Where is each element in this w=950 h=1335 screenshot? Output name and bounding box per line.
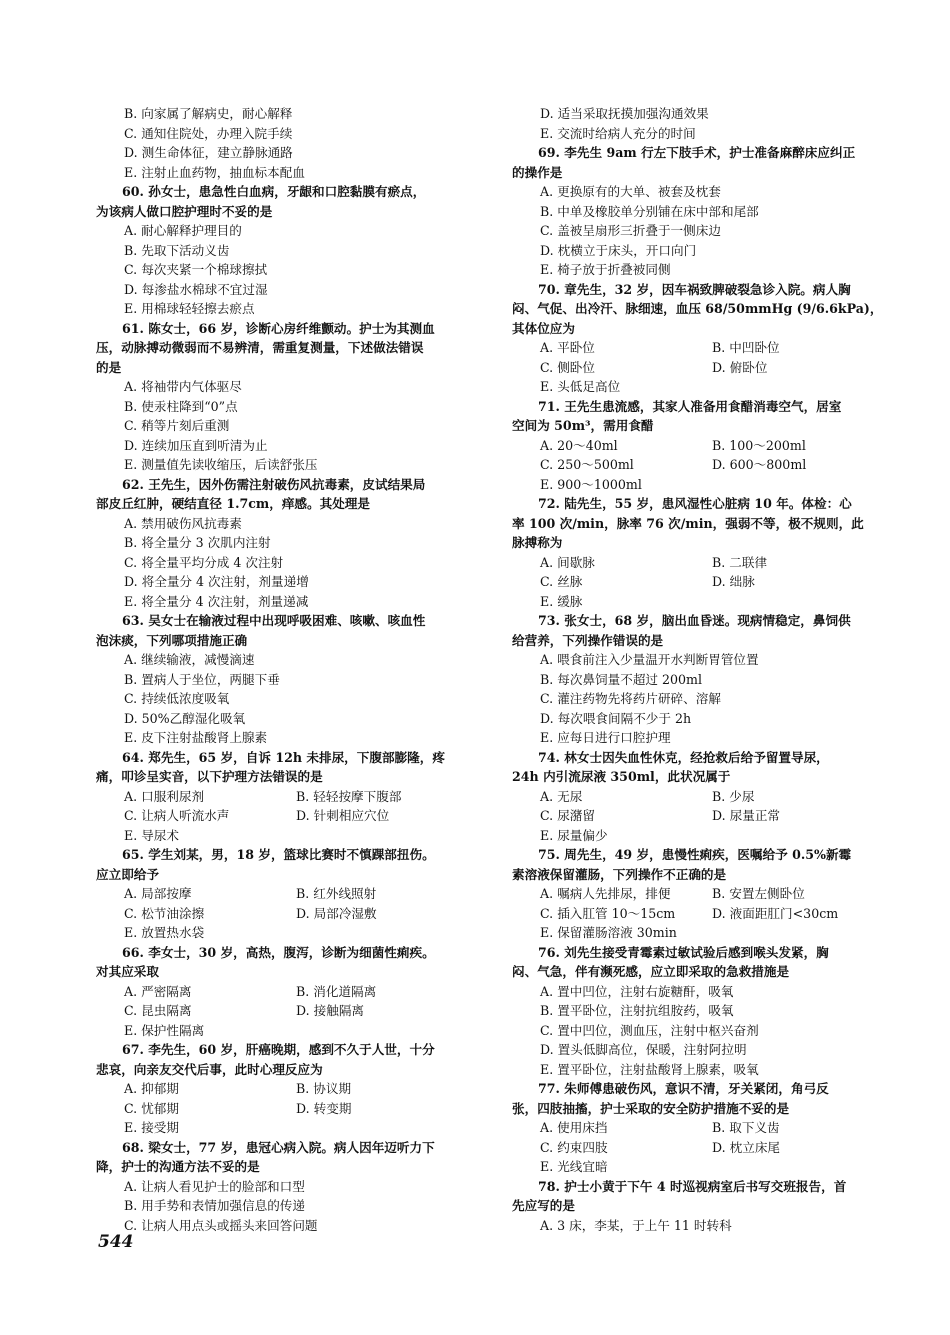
option-text: A. 严密隔离 xyxy=(124,983,192,999)
option-text: E. 尿量偏少 xyxy=(540,827,608,843)
option-text: D. 接触隔离 xyxy=(296,1003,365,1018)
question-stem: 65. 学生刘某，男，18 岁，篮球比赛时不慎踝部扭伤。 xyxy=(122,847,435,862)
question-stem-continued: 率 100 次/min，脉率 76 次/min，强弱不等，极不规则，此 xyxy=(512,515,864,531)
question-stem: 61. 陈女士，66 岁，诊断心房纤维颤动。护士为其测血 xyxy=(122,320,435,336)
page-number: 544 xyxy=(98,1232,134,1252)
option-pair xyxy=(96,884,481,904)
question-stem: 69. 李先生 9am 行左下肢手术，护士准备麻醉床应纠正 xyxy=(538,145,856,160)
question-stem-continued: 脉搏称为 xyxy=(512,535,563,550)
option-text: E. 测量值先读收缩压，后读舒张压 xyxy=(124,457,318,472)
option-text: E. 应每日进行口腔护理 xyxy=(540,730,671,745)
option-pair xyxy=(512,904,900,924)
option-text: A. 嘱病人先排尿，排便 xyxy=(540,886,671,901)
question-stem: 74. 林女士因失血性休克，经抢救后给予留置导尿， xyxy=(538,749,829,765)
option-text: B. 置病人于坐位，两腿下垂 xyxy=(124,671,280,687)
option-text: C. 每次夹紧一个棉球擦拭 xyxy=(124,262,268,277)
question-stem-continued: 悲哀，向亲友交代后事，此时心理反应为 xyxy=(96,1061,323,1077)
option-pair xyxy=(96,1079,481,1099)
option-text: D. 绌脉 xyxy=(712,574,755,589)
option-text: C. 让病人用点头或摇头来回答问题 xyxy=(124,1217,318,1233)
option-text: B. 100～200ml xyxy=(712,437,806,453)
question-stem: 73. 张女士，68 岁，脑出血昏迷。现病情稳定，鼻饲供 xyxy=(538,613,851,628)
question-stem: 71. 王先生患流感，其家人准备用食醋消毒空气，居室 xyxy=(538,398,842,414)
option-text: A. 无尿 xyxy=(540,788,583,804)
option-text: D. 测生命体征，建立静脉通路 xyxy=(124,145,293,160)
option-pair xyxy=(512,884,900,904)
option-pair xyxy=(96,1001,481,1021)
question-stem-continued: 痛，叩诊呈实音，以下护理方法错误的是 xyxy=(96,769,323,784)
question-stem: 67. 李先生，60 岁，肝癌晚期，感到不久于人世，十分 xyxy=(122,1042,435,1057)
question-stem: 63. 吴女士在输液过程中出现呼吸困难、咳嗽、咳血性 xyxy=(122,613,426,628)
option-text: E. 缓脉 xyxy=(540,593,583,609)
option-text: B. 用手势和表情加强信息的传递 xyxy=(124,1198,305,1213)
option-text: C. 约束四肢 xyxy=(540,1139,608,1155)
option-text: B. 取下义齿 xyxy=(712,1120,780,1135)
question-stem-continued: 泡沫痰，下列哪项措施正确 xyxy=(96,632,248,648)
option-text: C. 将全量平均分成 4 次注射 xyxy=(124,554,284,570)
option-text: B. 二联律 xyxy=(712,554,768,570)
option-text: A. 20～40ml xyxy=(540,437,618,453)
option-text: C. 丝脉 xyxy=(540,574,583,589)
question-stem-continued: 闷、气急，伴有濒死感，应立即采取的急救措施是 xyxy=(512,964,790,979)
option-text: C. 灌注药物先将药片研碎、溶解 xyxy=(540,691,721,706)
option-text: D. 连续加压直到听清为止 xyxy=(124,437,268,453)
option-text: B. 中凹卧位 xyxy=(712,340,780,355)
option-pair xyxy=(96,806,481,826)
option-text: D. 俯卧位 xyxy=(712,359,768,375)
question-stem-continued: 素溶液保留灌肠，下列操作不正确的是 xyxy=(512,866,727,882)
option-text: C. 让病人听流水声 xyxy=(124,808,230,823)
option-text: E. 光线宜暗 xyxy=(540,1159,608,1174)
question-stem: 77. 朱师傅患破伤风，意识不清，牙关紧闭，角弓反 xyxy=(538,1081,829,1096)
option-text: B. 消化道隔离 xyxy=(296,983,377,999)
option-text: A. 让病人看见护士的脸部和口型 xyxy=(124,1178,305,1194)
option-text: E. 保护性隔离 xyxy=(124,1022,205,1038)
option-text: B. 轻轻按摩下腹部 xyxy=(296,788,402,804)
option-text: E. 用棉球轻轻擦去瘀点 xyxy=(124,301,255,316)
option-text: E. 置平卧位，注射盐酸肾上腺素，吸氧 xyxy=(540,1061,759,1077)
option-text: E. 皮下注射盐酸肾上腺素 xyxy=(124,730,268,745)
question-stem: 66. 李女士，30 岁，高热，腹泻，诊断为细菌性痢疾。 xyxy=(122,944,435,960)
option-text: E. 注射止血药物，抽血标本配血 xyxy=(124,164,305,180)
option-text: A. 更换原有的大单、被套及枕套 xyxy=(540,184,721,199)
question-stem-continued: 24h 内引流尿液 350ml，此状况属于 xyxy=(512,769,731,784)
option-text: C. 稍等片刻后重测 xyxy=(124,418,230,433)
option-text: C. 置中凹位，测血压，注射中枢兴奋剂 xyxy=(540,1022,759,1038)
option-text: E. 放置热水袋 xyxy=(124,925,205,940)
option-text: C. 忧郁期 xyxy=(124,1100,179,1116)
question-stem: 72. 陆先生，55 岁，患风湿性心脏病 10 年。体检：心 xyxy=(538,496,852,511)
question-stem: 60. 孙女士，患急性白血病，牙龈和口腔黏膜有瘀点， xyxy=(122,184,426,199)
option-text: B. 安置左侧卧位 xyxy=(712,886,805,901)
option-text: D. 置头低脚高位，保暖，注射阿拉明 xyxy=(540,1042,747,1057)
option-pair xyxy=(96,904,481,924)
option-text: B. 将全量分 3 次肌内注射 xyxy=(124,535,271,550)
option-text: A. 局部按摩 xyxy=(124,886,192,901)
option-text: D. 600～800ml xyxy=(712,457,807,472)
option-pair xyxy=(512,553,900,573)
option-text: C. 尿潴留 xyxy=(540,808,595,823)
option-pair xyxy=(512,572,900,592)
option-text: B. 置平卧位，注射抗组胺药，吸氧 xyxy=(540,1003,734,1018)
question-stem: 75. 周先生，49 岁，患慢性痢疾，医嘱给予 0.5%新霉 xyxy=(538,847,852,862)
option-pair xyxy=(96,982,481,1002)
option-text: A. 间歇脉 xyxy=(540,554,595,570)
question-stem: 70. 章先生，32 岁，因车祸致脾破裂急诊入院。病人胸 xyxy=(538,281,851,297)
option-text: B. 每次鼻饲量不超过 200ml xyxy=(540,671,703,687)
option-text: C. 250～500ml xyxy=(540,457,634,472)
option-text: A. 置中凹位，注射右旋糖酐，吸氧 xyxy=(540,983,734,999)
left-column xyxy=(96,104,481,1235)
question-stem-continued: 应立即给予 xyxy=(96,866,159,882)
option-text: A. 继续输液，减慢滴速 xyxy=(124,652,255,667)
option-pair xyxy=(512,806,900,826)
option-text: B. 向家属了解病史，耐心解释 xyxy=(124,106,293,121)
option-text: D. 将全量分 4 次注射，剂量递增 xyxy=(124,574,309,589)
option-text: E. 交流时给病人充分的时间 xyxy=(540,125,696,141)
option-pair xyxy=(512,787,900,807)
question-stem-continued: 的操作是 xyxy=(512,164,563,180)
option-text: D. 每次喂食间隔不少于 2h xyxy=(540,710,692,726)
option-text: D. 针刺相应穴位 xyxy=(296,808,390,823)
question-stem-continued: 给营养，下列操作错误的是 xyxy=(512,632,664,648)
option-text: A. 禁用破伤风抗毒素 xyxy=(124,515,242,531)
option-text: B. 红外线照射 xyxy=(296,886,377,901)
option-text: D. 尿量正常 xyxy=(712,808,781,823)
option-text: E. 导尿术 xyxy=(124,827,179,843)
option-text: C. 通知住院处，办理入院手续 xyxy=(124,125,293,141)
option-text: D. 每渗盐水棉球不宜过湿 xyxy=(124,281,268,297)
option-text: A. 将袖带内气体驱尽 xyxy=(124,379,242,394)
option-text: E. 接受期 xyxy=(124,1120,179,1135)
option-text: A. 3 床，李某，于上午 11 时转科 xyxy=(540,1217,732,1233)
question-stem: 76. 刘先生接受青霉素过敏试验后感到喉头发紧，胸 xyxy=(538,944,829,960)
option-text: D. 50%乙醇湿化吸氧 xyxy=(124,710,246,726)
option-text: A. 耐心解释护理目的 xyxy=(124,223,242,238)
option-text: E. 将全量分 4 次注射，剂量递减 xyxy=(124,593,309,609)
option-text: C. 插入肛管 10～15cm xyxy=(540,905,676,921)
option-pair xyxy=(512,455,900,475)
option-pair xyxy=(96,787,481,807)
option-pair xyxy=(96,1099,481,1119)
question-stem-continued: 压，动脉搏动微弱而不易辨清，需重复测量，下述做法错误 xyxy=(96,340,424,355)
option-text: C. 侧卧位 xyxy=(540,359,595,375)
question-stem-continued: 空间为 50m³，需用食醋 xyxy=(512,418,654,433)
option-pair xyxy=(512,1118,900,1138)
question-stem-continued: 为该病人做口腔护理时不妥的是 xyxy=(96,203,273,219)
option-pair xyxy=(512,338,900,358)
option-text: E. 头低足高位 xyxy=(540,379,621,394)
option-text: D. 液面距肛门<30cm xyxy=(712,905,839,921)
option-text: A. 口服利尿剂 xyxy=(124,788,205,804)
question-stem: 78. 护士小黄于下午 4 时巡视病室后书写交班报告，首 xyxy=(538,1178,847,1194)
option-text: C. 昆虫隔离 xyxy=(124,1003,192,1018)
question-stem-continued: 张，四肢抽搐，护士采取的安全防护措施不妥的是 xyxy=(512,1100,790,1116)
option-text: A. 使用床挡 xyxy=(540,1120,608,1135)
option-text: E. 900～1000ml xyxy=(540,476,642,492)
option-text: D. 枕横立于床头，开口向门 xyxy=(540,242,697,258)
option-text: C. 松节油涂擦 xyxy=(124,905,205,921)
option-text: D. 局部冷湿敷 xyxy=(296,905,377,921)
question-stem: 62. 王先生，因外伤需注射破伤风抗毒素，皮试结果局 xyxy=(122,476,426,492)
option-text: E. 椅子放于折叠被同侧 xyxy=(540,262,671,277)
option-text: B. 中单及橡胶单分别铺在床中部和尾部 xyxy=(540,203,759,219)
option-text: A. 平卧位 xyxy=(540,340,595,355)
option-text: D. 适当采取抚摸加强沟通效果 xyxy=(540,106,709,121)
option-text: D. 转变期 xyxy=(296,1100,352,1116)
option-text: C. 盖被呈扇形三折叠于一侧床边 xyxy=(540,223,721,238)
right-column xyxy=(512,104,900,1235)
question-stem-continued: 其体位应为 xyxy=(512,320,575,336)
option-text: B. 协议期 xyxy=(296,1081,352,1096)
option-text: D. 枕立床尾 xyxy=(712,1139,781,1155)
question-stem-continued: 的是 xyxy=(96,359,122,375)
question-stem-continued: 部皮丘红肿，硬结直径 1.7cm，痒感。其处理是 xyxy=(96,496,370,511)
option-text: B. 使汞柱降到“0”点 xyxy=(124,398,238,414)
option-text: B. 先取下活动义齿 xyxy=(124,242,230,258)
option-text: C. 持续低浓度吸氧 xyxy=(124,691,230,706)
option-pair xyxy=(512,436,900,456)
option-text: B. 少尿 xyxy=(712,788,755,804)
question-stem-continued: 降，护士的沟通方法不妥的是 xyxy=(96,1159,260,1174)
option-text: E. 保留灌肠溶液 30min xyxy=(540,925,677,940)
question-stem: 64. 郑先生，65 岁，自诉 12h 未排尿，下腹部膨隆，疼 xyxy=(122,749,445,765)
question-stem-continued: 闷、气促、出冷汗、脉细速，血压 68/50mmHg (9/6.6kPa)， xyxy=(512,301,883,316)
option-pair xyxy=(512,1138,900,1158)
option-text: A. 抑郁期 xyxy=(124,1081,179,1096)
question-stem-continued: 先应写的是 xyxy=(512,1198,575,1213)
question-stem-continued: 对其应采取 xyxy=(96,964,159,979)
question-stem: 68. 梁女士，77 岁，患冠心病入院。病人因年迈听力下 xyxy=(122,1139,435,1155)
option-text: A. 喂食前注入少量温开水判断胃管位置 xyxy=(540,652,759,667)
option-pair xyxy=(512,358,900,378)
